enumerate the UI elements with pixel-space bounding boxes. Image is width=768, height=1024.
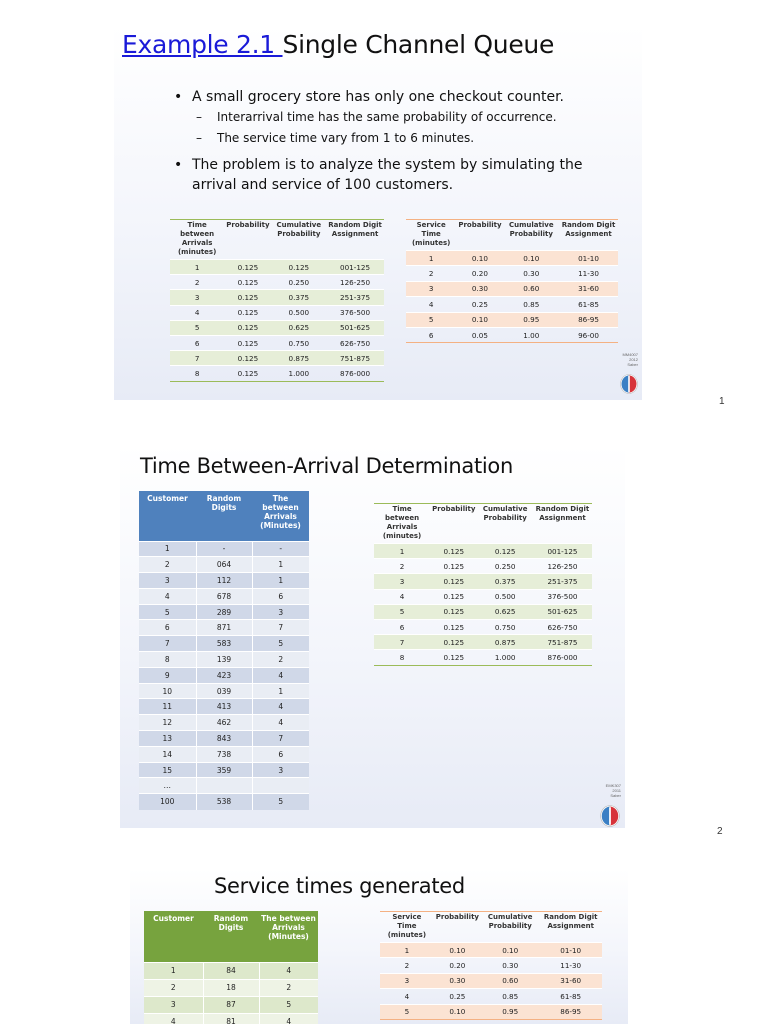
table-cell: 8 <box>374 650 430 665</box>
slide-2 <box>120 445 625 828</box>
table-cell: 5 <box>170 320 224 335</box>
table-cell: 4 <box>252 667 309 683</box>
column-header: Random Digit Assignment <box>543 913 598 930</box>
table-cell: 0.30 <box>456 281 503 296</box>
table-cell: 126-250 <box>326 275 384 290</box>
table-cell: 376-500 <box>533 589 592 604</box>
table-cell: 84 <box>203 962 259 979</box>
table-cell: 678 <box>196 588 252 604</box>
bullet-item <box>172 155 632 195</box>
table-cell: 064 <box>196 557 252 573</box>
table-cell: 01-10 <box>559 251 618 266</box>
table-row <box>374 589 592 604</box>
table-cell: 0.25 <box>434 989 481 1004</box>
table-cell: 583 <box>196 636 252 652</box>
table-row <box>139 588 309 604</box>
table-cell: 0.125 <box>430 574 477 589</box>
table-row <box>170 320 384 335</box>
table-row <box>139 620 309 636</box>
sub-bullet-item: – Interarrival time has the same probability of occurrence. <box>172 107 632 128</box>
customer-arrival-table <box>139 491 309 810</box>
table-cell: 0.10 <box>456 251 503 266</box>
table-cell: 0.95 <box>504 312 559 327</box>
table-cell: 0.60 <box>481 973 539 988</box>
table-cell: 462 <box>196 715 252 731</box>
table-cell: 14 <box>139 746 196 762</box>
table-cell: 4 <box>252 715 309 731</box>
table-row <box>374 574 592 589</box>
column-header: Cumulative Probability <box>276 221 322 238</box>
slide-title: Time Between-Arrival Determination <box>140 454 513 478</box>
table-cell: 1.000 <box>272 366 327 381</box>
logo-caption: MM4007 2012 Saber <box>622 352 638 367</box>
table-cell: 0.125 <box>272 260 327 275</box>
column-header: Cumulative Probability <box>482 505 528 522</box>
table-cell: 1 <box>252 557 309 573</box>
column-header: Cumulative Probability <box>509 221 554 238</box>
table-cell: 2 <box>374 559 430 574</box>
table-cell: 61-85 <box>559 297 618 312</box>
column-header: The between Arrivals (Minutes) <box>252 491 309 541</box>
table-cell: 7 <box>374 635 430 650</box>
table-row <box>170 351 384 366</box>
table-cell: 5 <box>406 312 456 327</box>
table-row <box>170 305 384 320</box>
table-cell: 3 <box>380 973 434 988</box>
table-cell: 0.10 <box>456 312 503 327</box>
table-cell: 11 <box>139 699 196 715</box>
page-number: 1 <box>719 396 725 407</box>
table-cell <box>252 778 309 794</box>
table-row <box>406 281 618 296</box>
table-cell: 0.10 <box>434 943 481 958</box>
table-cell: 2 <box>170 275 224 290</box>
bullet-item: • A small grocery store has only one checkout counter. <box>172 87 632 107</box>
table-row <box>139 731 309 747</box>
table-row <box>144 962 318 979</box>
table-cell: 0.250 <box>272 275 327 290</box>
table-cell: 1 <box>374 544 430 559</box>
table-cell: 3 <box>139 573 196 589</box>
table-cell: 1 <box>406 251 456 266</box>
table-cell: 0.500 <box>477 589 533 604</box>
table-row <box>374 604 592 619</box>
table-cell: 501-625 <box>326 320 384 335</box>
column-header: Random Digits <box>196 491 252 541</box>
table-cell: 1.00 <box>504 327 559 342</box>
table-cell: 0.10 <box>434 1004 481 1019</box>
table-cell: 0.500 <box>272 305 327 320</box>
table-cell: 738 <box>196 746 252 762</box>
table-cell: 1 <box>170 260 224 275</box>
bullet-list <box>172 87 632 195</box>
table-cell: 251-375 <box>326 290 384 305</box>
table-cell: 4 <box>144 1013 203 1024</box>
table-cell: 18 <box>203 979 259 996</box>
table-row <box>374 635 592 650</box>
interarrival-table <box>170 219 384 382</box>
table-cell: 0.20 <box>434 958 481 973</box>
column-header: Probability <box>226 221 270 229</box>
table-row <box>170 275 384 290</box>
table-cell: 0.750 <box>272 335 327 350</box>
table-cell: 11-30 <box>539 958 602 973</box>
table-cell: 0.85 <box>504 297 559 312</box>
page-number: 2 <box>717 826 723 837</box>
table-cell: 3 <box>170 290 224 305</box>
table-cell: 0.125 <box>224 351 271 366</box>
table-cell: 139 <box>196 652 252 668</box>
column-header: Customer <box>144 911 203 962</box>
table-cell: 15 <box>139 762 196 778</box>
table-row <box>170 290 384 305</box>
table-cell: 0.20 <box>456 266 503 281</box>
table-row <box>406 251 618 266</box>
table-row <box>380 1004 602 1019</box>
column-header: Service Time (minutes) <box>411 221 451 247</box>
column-header: Probability <box>435 913 479 921</box>
table-row <box>380 989 602 1004</box>
title-text: Single Channel Queue <box>282 30 555 59</box>
table-cell: 5 <box>252 794 309 810</box>
bullet-line: arrival and service of 100 customers. <box>192 177 454 193</box>
table-cell: 01-10 <box>539 943 602 958</box>
table-cell: 3 <box>374 574 430 589</box>
table-row <box>144 979 318 996</box>
table-cell: 843 <box>196 731 252 747</box>
table-cell: 2 <box>380 958 434 973</box>
table-cell: 5 <box>374 604 430 619</box>
table-cell: 2 <box>252 652 309 668</box>
table-cell: 7 <box>252 731 309 747</box>
table-cell: 0.95 <box>481 1004 539 1019</box>
table-cell: 86-95 <box>559 312 618 327</box>
table-cell: 0.10 <box>481 943 539 958</box>
column-header: Random Digit Assignment <box>328 221 382 238</box>
table-row <box>139 746 309 762</box>
table-cell: 376-500 <box>326 305 384 320</box>
table-row <box>144 996 318 1013</box>
table-cell: 001-125 <box>326 260 384 275</box>
table-row <box>406 312 618 327</box>
table-cell: 8 <box>170 366 224 381</box>
table-cell: 2 <box>406 266 456 281</box>
table-cell: 1 <box>380 943 434 958</box>
column-header: The between Arrivals (Minutes) <box>259 911 318 962</box>
table-cell: 2 <box>144 979 203 996</box>
column-header: Random Digit Assignment <box>535 505 590 522</box>
table-row <box>406 266 618 281</box>
column-header: Customer <box>139 491 196 541</box>
table-cell: 423 <box>196 667 252 683</box>
table-cell: 0.25 <box>456 297 503 312</box>
table-cell: 1.000 <box>477 650 533 665</box>
logo-caption: EMK307 2011 Saber <box>605 783 621 798</box>
sub-bullet-item: – The service time vary from 1 to 6 minutes. <box>172 128 632 149</box>
table-cell: - <box>196 541 252 557</box>
table-cell: 7 <box>139 636 196 652</box>
table-cell: 626-750 <box>326 335 384 350</box>
table-cell: 4 <box>380 989 434 1004</box>
table-cell: 12 <box>139 715 196 731</box>
table-cell: 87 <box>203 996 259 1013</box>
table-cell: 4 <box>374 589 430 604</box>
table-cell: 0.30 <box>481 958 539 973</box>
table-cell: 7 <box>252 620 309 636</box>
slide-1 <box>114 25 642 400</box>
table-cell: 6 <box>170 335 224 350</box>
column-header: Time between Arrivals (minutes) <box>177 221 217 256</box>
table-cell: 10 <box>139 683 196 699</box>
table-row <box>374 650 592 665</box>
table-cell: 0.125 <box>430 559 477 574</box>
table-cell: 5 <box>380 1004 434 1019</box>
table-cell: 0.625 <box>477 604 533 619</box>
customer-service-table <box>144 911 318 1024</box>
table-cell: 6 <box>406 327 456 342</box>
table-cell: 0.125 <box>430 635 477 650</box>
table-cell: 0.125 <box>430 650 477 665</box>
table-cell: 7 <box>170 351 224 366</box>
table-row <box>139 636 309 652</box>
table-cell: 3 <box>252 762 309 778</box>
column-header: Cumulative Probability <box>487 913 533 930</box>
table-cell: 0.375 <box>477 574 533 589</box>
table-cell: 0.125 <box>224 305 271 320</box>
example-link[interactable]: Example 2.1 <box>122 30 283 59</box>
table-row <box>380 958 602 973</box>
table-cell: 0.125 <box>224 290 271 305</box>
table-cell: 0.85 <box>481 989 539 1004</box>
table-cell: 039 <box>196 683 252 699</box>
table-cell: 112 <box>196 573 252 589</box>
table-cell: 0.60 <box>504 281 559 296</box>
slide-title <box>122 30 554 59</box>
table-cell: 13 <box>139 731 196 747</box>
table-cell: 0.125 <box>224 335 271 350</box>
table-row <box>139 573 309 589</box>
table-cell: 5 <box>259 996 318 1013</box>
table-cell: 0.05 <box>456 327 503 342</box>
table-row <box>374 544 592 559</box>
column-header: Probability <box>458 221 502 229</box>
table-cell: 359 <box>196 762 252 778</box>
table-cell: 0.625 <box>272 320 327 335</box>
table-cell: 31-60 <box>539 973 602 988</box>
table-cell: 6 <box>139 620 196 636</box>
table-row <box>139 699 309 715</box>
table-row <box>374 559 592 574</box>
service-time-table <box>380 911 602 1020</box>
table-cell: 0.30 <box>434 973 481 988</box>
column-header: Time between Arrivals (minutes) <box>382 505 422 540</box>
table-row <box>139 683 309 699</box>
table-row <box>139 667 309 683</box>
table-cell: 31-60 <box>559 281 618 296</box>
table-cell: 0.125 <box>224 275 271 290</box>
table-cell: 4 <box>170 305 224 320</box>
table-cell: 126-250 <box>533 559 592 574</box>
column-header: Probability <box>432 505 476 513</box>
table-cell: 1 <box>252 573 309 589</box>
table-cell: 289 <box>196 604 252 620</box>
table-cell: 0.125 <box>224 366 271 381</box>
service-time-table <box>406 219 618 343</box>
table-cell: - <box>252 541 309 557</box>
table-row <box>139 604 309 620</box>
table-row <box>139 778 309 794</box>
table-cell: 5 <box>252 636 309 652</box>
table-row <box>406 327 618 342</box>
table-cell: 001-125 <box>533 544 592 559</box>
column-header: Random Digit Assignment <box>561 221 616 238</box>
table-row <box>139 715 309 731</box>
table-cell: 5 <box>139 604 196 620</box>
table-cell: 0.125 <box>430 544 477 559</box>
table-cell: 413 <box>196 699 252 715</box>
interarrival-table <box>374 503 592 666</box>
table-cell: 3 <box>252 604 309 620</box>
table-cell: 100 <box>139 794 196 810</box>
table-cell: 0.250 <box>477 559 533 574</box>
table-cell: 11-30 <box>559 266 618 281</box>
slide-title: Service times generated <box>214 874 465 898</box>
table-cell: 2 <box>259 979 318 996</box>
table-row <box>144 1013 318 1024</box>
table-cell: 6 <box>252 746 309 762</box>
table-cell: … <box>139 778 196 794</box>
table-cell: 1 <box>252 683 309 699</box>
table-cell: 3 <box>406 281 456 296</box>
table-cell: 871 <box>196 620 252 636</box>
table-cell: 0.10 <box>504 251 559 266</box>
table-row <box>170 335 384 350</box>
table-cell: 251-375 <box>533 574 592 589</box>
table-row <box>139 541 309 557</box>
university-logo-icon <box>620 374 638 394</box>
table-cell: 4 <box>406 297 456 312</box>
column-header: Random Digits <box>203 911 259 962</box>
table-cell: 876-000 <box>326 366 384 381</box>
table-row <box>139 652 309 668</box>
table-cell: 3 <box>144 996 203 1013</box>
table-cell: 8 <box>139 652 196 668</box>
table-row <box>139 794 309 810</box>
table-row <box>170 366 384 381</box>
table-cell: 4 <box>259 1013 318 1024</box>
table-cell: 0.30 <box>504 266 559 281</box>
column-header: Service Time (minutes) <box>387 913 427 939</box>
table-cell: 0.125 <box>430 589 477 604</box>
table-row <box>139 557 309 573</box>
table-cell: 0.375 <box>272 290 327 305</box>
table-cell: 538 <box>196 794 252 810</box>
table-cell: 81 <box>203 1013 259 1024</box>
table-cell: 2 <box>139 557 196 573</box>
table-cell: 4 <box>252 699 309 715</box>
table-cell: 0.125 <box>477 544 533 559</box>
table-cell: 0.125 <box>430 619 477 634</box>
table-row <box>380 943 602 958</box>
table-cell: 0.875 <box>272 351 327 366</box>
table-cell: 6 <box>374 619 430 634</box>
table-cell: 501-625 <box>533 604 592 619</box>
table-cell: 1 <box>139 541 196 557</box>
table-row <box>380 973 602 988</box>
table-row <box>139 762 309 778</box>
table-cell: 4 <box>139 588 196 604</box>
university-logo-icon <box>599 805 621 827</box>
table-cell: 0.125 <box>224 260 271 275</box>
table-cell: 4 <box>259 962 318 979</box>
table-cell: 751-875 <box>533 635 592 650</box>
table-row <box>170 260 384 275</box>
table-row <box>374 619 592 634</box>
table-cell <box>196 778 252 794</box>
table-cell: 9 <box>139 667 196 683</box>
table-cell: 61-85 <box>539 989 602 1004</box>
table-cell: 6 <box>252 588 309 604</box>
table-cell: 0.125 <box>224 320 271 335</box>
bullet-line: The problem is to analyze the system by simulating the <box>192 157 583 173</box>
slide-3 <box>130 869 628 1024</box>
table-cell: 86-95 <box>539 1004 602 1019</box>
table-cell: 876-000 <box>533 650 592 665</box>
table-cell: 0.875 <box>477 635 533 650</box>
table-cell: 751-875 <box>326 351 384 366</box>
table-cell: 96-00 <box>559 327 618 342</box>
table-cell: 0.125 <box>430 604 477 619</box>
table-cell: 0.750 <box>477 619 533 634</box>
table-cell: 1 <box>144 962 203 979</box>
table-cell: 626-750 <box>533 619 592 634</box>
table-row <box>406 297 618 312</box>
